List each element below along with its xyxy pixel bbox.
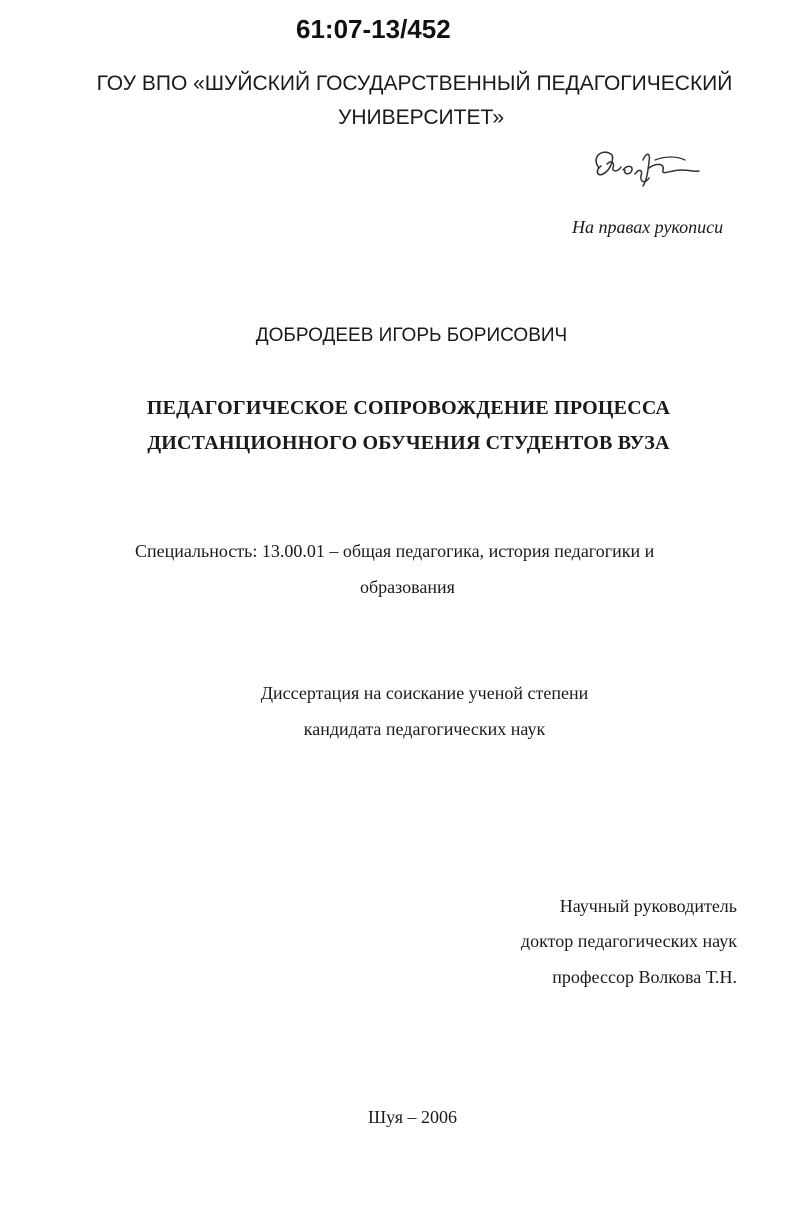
- handwritten-signature: [585, 140, 705, 200]
- specialty-line-1: Специальность: 13.00.01 – общая педагогика, история педагогики и: [135, 541, 655, 561]
- thesis-title-line-2: ДИСТАНЦИОННОГО ОБУЧЕНИЯ СТУДЕНТОВ ВУЗА: [147, 432, 670, 454]
- dissertation-line-1: Диссертация на соискание ученой степени: [260, 683, 589, 703]
- author-name: ДОБРОДЕЕВ ИГОРЬ БОРИСОВИЧ: [255, 325, 568, 346]
- supervisor-role: Научный руководитель: [559, 896, 737, 916]
- catalog-code: 61:07-13/452: [296, 14, 451, 44]
- specialty-line-2: образования: [360, 577, 455, 597]
- institution-line-2: УНИВЕРСИТЕТ»: [338, 106, 505, 129]
- place-and-year: Шуя – 2006: [368, 1107, 457, 1127]
- thesis-title-line-1: ПЕДАГОГИЧЕСКОЕ СОПРОВОЖДЕНИЕ ПРОЦЕССА: [146, 397, 671, 419]
- rights-note: На правах рукописи: [572, 217, 724, 237]
- institution-line-1: ГОУ ВПО «ШУЙСКИЙ ГОСУДАРСТВЕННЫЙ ПЕДАГОГИЧЕСКИЙ: [96, 72, 733, 95]
- signature-icon: [585, 140, 705, 195]
- supervisor-degree: доктор педагогических наук: [520, 931, 737, 951]
- supervisor-name: профессор Волкова Т.Н.: [552, 967, 737, 987]
- dissertation-line-2: кандидата педагогических наук: [303, 719, 546, 739]
